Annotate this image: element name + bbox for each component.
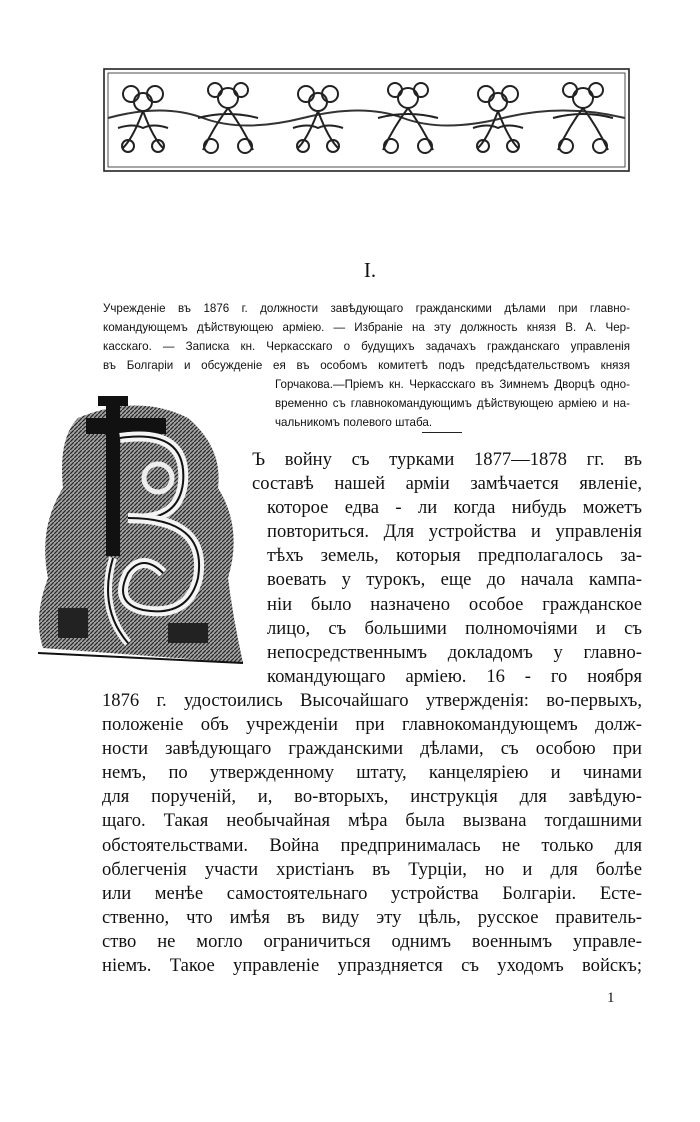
body-line: ніемъ. Такое управленіе упраздняется съ уходомъ войскъ;	[102, 954, 642, 976]
body-line: положеніе объ учрежденіи при главнокомандующемъ долж-	[102, 714, 642, 736]
summary-line: временно съ главнокомандующимъ дѣйствующею арміею и на-	[275, 397, 630, 410]
body-line: немъ, по утвержденному штату, канцеляріею и чинами	[102, 762, 642, 784]
body-line: которое едва - ли когда нибудь можетъ	[267, 497, 642, 519]
summary-line: касскаго. — Записка кн. Черкасскаго о будущихъ задачахъ гражданскаго управленія	[103, 340, 630, 353]
summary-line: Учрежденіе въ 1876 г. должности завѣдующаго гражданскими дѣлами при главно-	[103, 302, 630, 315]
floral-motif-1	[118, 86, 168, 152]
floral-motif-6	[553, 83, 613, 153]
body-line: лицо, съ большими полномочіями и съ	[267, 617, 642, 639]
body-line: ности завѣдующаго гражданскими дѣлами, съ особою при	[102, 738, 642, 760]
body-line: повториться. Для устройства и управленія	[267, 521, 642, 543]
summary-line: чальникомъ полевого штаба.	[275, 416, 433, 429]
body-line: облегченія участи христіанъ въ Турціи, но и для болѣе	[102, 858, 642, 880]
floral-motif-2	[198, 83, 258, 153]
body-line: командующаго арміею. 16 - го ноября	[267, 665, 642, 687]
body-line: Ъ войну съ турками 1877—1878 гг. въ	[252, 449, 642, 470]
body-line: ство не могло ограничиться однимъ военнымъ управле-	[102, 930, 642, 952]
body-line: тѣхъ земель, которыя предполагалось за-	[267, 545, 642, 567]
ornamental-banner	[103, 68, 630, 172]
summary-line: въ Болгаріи и обсужденіе ея въ особомъ комитетѣ подъ предсѣдательствомъ князя	[103, 359, 630, 372]
summary-line: Горчакова.—Пріемъ кн. Черкасскаго въ Зимнемъ Дворцѣ одно-	[275, 378, 630, 391]
body-line: или менѣе самостоятельнаго устройства Болгаріи. Есте-	[102, 882, 642, 904]
body-line: ніи было назначено особое гражданское	[267, 593, 642, 615]
body-line: обстоятельствами. Война предпринималась не только для	[102, 834, 642, 856]
body-line: для порученій, и, во-вторыхъ, инструкція для завѣдую-	[102, 786, 642, 808]
body-line: составѣ нашей арміи замѣчается явленіе,	[252, 473, 642, 495]
page-number: 1	[607, 990, 615, 1006]
chapter-number: I.	[363, 258, 377, 282]
body-line: 1876 г. удостоились Высочайшаго утвержденія: во-первыхъ,	[102, 689, 642, 711]
section-divider	[422, 432, 462, 433]
floral-motif-4	[378, 83, 438, 153]
body-line: непосредственнымъ докладомъ у главно-	[267, 641, 642, 663]
body-text	[102, 448, 642, 978]
body-line: щаго. Такая необычайная мѣра была вызвана тогдашними	[102, 810, 642, 832]
body-line: ственно, что имѣя въ виду эту цѣль, русское правитель-	[102, 906, 642, 928]
summary-line: командующемъ дѣйствующею арміею. — Избраніе на эту должность князя В. А. Чер-	[103, 321, 630, 334]
body-line: воевать у турокъ, еще до начала кампа-	[267, 569, 642, 591]
